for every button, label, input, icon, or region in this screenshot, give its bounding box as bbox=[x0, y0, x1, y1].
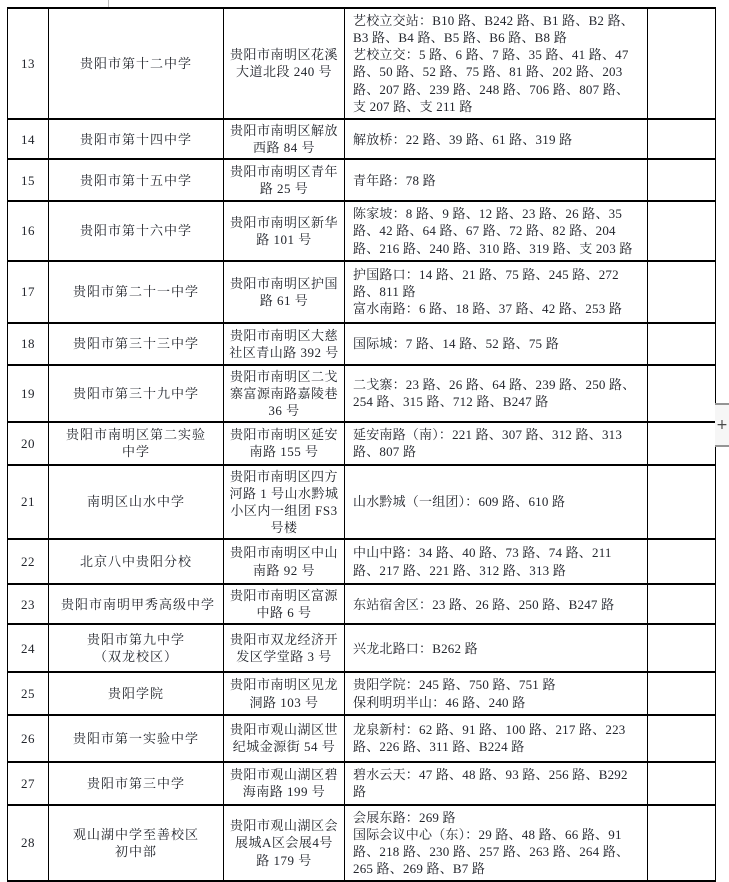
table-row bbox=[8, 672, 716, 714]
bus-routes-cell bbox=[345, 323, 648, 365]
bus-routes-cell bbox=[345, 201, 648, 260]
school-address-cell: 贵阳市南明区二戈寨富源南路嘉陵巷 36 号 bbox=[224, 365, 345, 422]
route-group: 青年路：78 路 bbox=[353, 172, 436, 188]
table-row bbox=[8, 422, 716, 464]
school-address-cell: 贵阳市南明区花溪大道北段 240 号 bbox=[224, 8, 345, 119]
plus-icon: + bbox=[716, 417, 728, 433]
route-group: 中山中路：34 路、40 路、73 路、74 路、211 路、217 路、221 路、312 路、313 路 bbox=[353, 545, 612, 578]
school-address-cell: 贵阳市南明区解放西路 84 号 bbox=[224, 119, 345, 159]
row-number-cell: 26 bbox=[8, 715, 49, 762]
school-name-cell bbox=[49, 323, 224, 365]
route-group: 会展东路：269 路 bbox=[353, 809, 456, 825]
table-row bbox=[8, 8, 716, 119]
route-group: 富水南路：6 路、18 路、37 路、42 路、253 路 bbox=[353, 301, 623, 317]
bus-routes-cell bbox=[345, 465, 648, 540]
school-name-line: （双龙校区） bbox=[93, 649, 178, 665]
school-name-cell bbox=[49, 8, 224, 119]
notes-empty-cell bbox=[648, 624, 716, 672]
school-name-line: 中学 bbox=[121, 444, 150, 460]
bus-routes-cell bbox=[345, 159, 648, 201]
bus-routes-cell bbox=[345, 422, 648, 464]
school-name-line: 贵阳市第一实验中学 bbox=[72, 730, 199, 746]
table-row bbox=[8, 201, 716, 260]
school-address-cell: 贵阳市南明区延安南路 155 号 bbox=[224, 422, 345, 464]
route-group: 兴龙北路口：B262 路 bbox=[353, 640, 478, 656]
row-number-cell: 15 bbox=[8, 159, 49, 201]
bus-routes-cell bbox=[345, 8, 648, 119]
table-row bbox=[8, 323, 716, 365]
school-name-line: 贵阳市第三十三中学 bbox=[72, 336, 199, 352]
notes-empty-cell bbox=[648, 365, 716, 422]
row-number-cell: 24 bbox=[8, 624, 49, 672]
route-group: 保利明玥半山：46 路、240 路 bbox=[353, 694, 526, 710]
school-address-cell: 贵阳市南明区护国路 61 号 bbox=[224, 261, 345, 323]
row-number-cell: 21 bbox=[8, 465, 49, 540]
school-address-cell: 贵阳市南明区富源中路 6 号 bbox=[224, 584, 345, 624]
table-row bbox=[8, 261, 716, 323]
row-number-cell: 22 bbox=[8, 539, 49, 584]
notes-empty-cell bbox=[648, 715, 716, 762]
school-name-line: 贵阳市南明甲秀高级中学 bbox=[61, 596, 216, 612]
school-address-cell: 贵阳市南明区青年路 25 号 bbox=[224, 159, 345, 201]
bus-routes-cell bbox=[345, 365, 648, 422]
school-name-cell bbox=[49, 624, 224, 672]
school-name-cell bbox=[49, 201, 224, 260]
route-group: 国际会议中心（东）：29 路、48 路、66 路、91 路、218 路、230 路、257 路、263 路、264 路、265 路、269 路、B7 路 bbox=[353, 826, 630, 877]
bus-routes-cell bbox=[345, 805, 648, 882]
school-name-line: 观山湖中学至善校区 bbox=[72, 826, 199, 842]
school-name-cell bbox=[49, 762, 224, 805]
school-name-cell bbox=[49, 365, 224, 422]
school-name-line: 贵阳市第九中学 bbox=[86, 632, 185, 648]
expand-button[interactable] bbox=[715, 403, 729, 447]
school-name-cell bbox=[49, 584, 224, 624]
school-address-cell: 贵阳市南明区中山南路 92 号 bbox=[224, 539, 345, 584]
row-number-cell: 18 bbox=[8, 323, 49, 365]
route-group: 贵阳学院：245 路、750 路、751 路 bbox=[353, 677, 556, 693]
school-address-cell: 贵阳市南明区新华路 101 号 bbox=[224, 201, 345, 260]
notes-empty-cell bbox=[648, 805, 716, 882]
table-row bbox=[8, 762, 716, 805]
bus-routes-cell bbox=[345, 119, 648, 159]
school-name-line: 初中部 bbox=[114, 844, 157, 860]
school-name-cell bbox=[49, 672, 224, 714]
table-row bbox=[8, 119, 716, 159]
school-address-cell: 贵阳市观山湖区会展城A区会展4号路 179 号 bbox=[224, 805, 345, 882]
school-address-cell: 贵阳市观山湖区碧海南路 199 号 bbox=[224, 762, 345, 805]
school-name-line: 南明区山水中学 bbox=[86, 494, 185, 510]
row-number-cell: 17 bbox=[8, 261, 49, 323]
school-name-cell bbox=[49, 715, 224, 762]
table-row bbox=[8, 624, 716, 672]
school-name-line: 贵阳市第三十九中学 bbox=[72, 385, 199, 401]
route-group: 护国路口：14 路、21 路、75 路、245 路、272 路、811 路 bbox=[353, 266, 619, 300]
row-number-cell: 14 bbox=[8, 119, 49, 159]
bus-routes-cell bbox=[345, 584, 648, 624]
bus-routes-cell bbox=[345, 762, 648, 805]
school-name-line: 北京八中贵阳分校 bbox=[79, 554, 192, 570]
school-name-cell bbox=[49, 422, 224, 464]
table-row bbox=[8, 465, 716, 540]
bus-routes-cell bbox=[345, 672, 648, 714]
school-address-cell: 贵阳市双龙经济开发区学堂路 3 号 bbox=[224, 624, 345, 672]
school-name-line: 贵阳市第十二中学 bbox=[79, 55, 192, 71]
school-name-cell bbox=[49, 465, 224, 540]
route-group: 东站宿舍区：23 路、26 路、250 路、B247 路 bbox=[353, 596, 615, 612]
school-bus-routes-table bbox=[7, 7, 716, 882]
school-name-cell bbox=[49, 805, 224, 882]
row-number-cell: 20 bbox=[8, 422, 49, 464]
table-row bbox=[8, 539, 716, 584]
table-body bbox=[8, 8, 716, 881]
notes-empty-cell bbox=[648, 422, 716, 464]
route-group: 山水黔城（一组团）：609 路、610 路 bbox=[353, 494, 566, 510]
row-number-cell: 27 bbox=[8, 762, 49, 805]
school-name-line: 贵阳市第十四中学 bbox=[79, 131, 192, 147]
route-group: 二戈寨：23 路、26 路、64 路、239 路、250 路、254 路、315 路、712 路、B247 路 bbox=[353, 377, 636, 410]
school-name-line: 贵阳市第三中学 bbox=[86, 775, 185, 791]
row-number-cell: 25 bbox=[8, 672, 49, 714]
notes-empty-cell bbox=[648, 8, 716, 119]
table-row bbox=[8, 365, 716, 422]
school-name-line: 贵阳市第二十一中学 bbox=[72, 284, 199, 300]
route-group: 解放桥：22 路、39 路、61 路、319 路 bbox=[353, 131, 573, 147]
notes-empty-cell bbox=[648, 539, 716, 584]
row-number-cell: 28 bbox=[8, 805, 49, 882]
school-name-cell bbox=[49, 539, 224, 584]
bus-routes-cell bbox=[345, 715, 648, 762]
notes-empty-cell bbox=[648, 762, 716, 805]
table-row bbox=[8, 805, 716, 882]
notes-empty-cell bbox=[648, 159, 716, 201]
route-group: 艺校立交：5 路、6 路、7 路、35 路、41 路、47 路、50 路、52 路、75 路、81 路、202 路、203 路、207 路、239 路、248 路、706 路、807 路、支 207 路、支 211 路 bbox=[353, 47, 630, 114]
route-group: 碧水云天：47 路、48 路、93 路、256 路、B292 路 bbox=[353, 767, 628, 800]
notes-empty-cell bbox=[648, 119, 716, 159]
school-name-line: 贵阳学院 bbox=[107, 686, 164, 702]
school-address-cell: 贵阳市南明区四方河路 1 号山水黔城小区内一组团 FS3 号楼 bbox=[224, 465, 345, 540]
school-address-cell: 贵阳市南明区见龙洞路 103 号 bbox=[224, 672, 345, 714]
bus-routes-cell bbox=[345, 539, 648, 584]
row-number-cell: 23 bbox=[8, 584, 49, 624]
page-edge-artifact bbox=[108, 0, 109, 7]
bus-routes-cell bbox=[345, 261, 648, 323]
notes-empty-cell bbox=[648, 323, 716, 365]
school-bus-routes-table-wrap bbox=[7, 7, 716, 882]
notes-empty-cell bbox=[648, 261, 716, 323]
school-name-cell bbox=[49, 119, 224, 159]
notes-empty-cell bbox=[648, 465, 716, 540]
notes-empty-cell bbox=[648, 672, 716, 714]
table-row bbox=[8, 715, 716, 762]
route-group: 国际城：7 路、14 路、52 路、75 路 bbox=[353, 336, 559, 352]
school-name-cell bbox=[49, 261, 224, 323]
notes-empty-cell bbox=[648, 584, 716, 624]
route-group: 陈家坡：8 路、9 路、12 路、23 路、26 路、35 路、42 路、64 路、67 路、72 路、82 路、204 路、216 路、240 路、310 路、319 路、支 203 路 bbox=[353, 206, 633, 256]
route-group: 艺校立交站：B10 路、B242 路、B1 路、B2 路、B3 路、B4 路、B5 路、B6 路、B8 路 bbox=[353, 13, 634, 46]
route-group: 延安南路（南）：221 路、307 路、312 路、313 路、807 路 bbox=[353, 427, 623, 460]
bus-routes-cell bbox=[345, 624, 648, 672]
row-number-cell: 13 bbox=[8, 8, 49, 119]
notes-empty-cell bbox=[648, 201, 716, 260]
row-number-cell: 19 bbox=[8, 365, 49, 422]
school-name-line: 贵阳市第十五中学 bbox=[79, 172, 192, 188]
table-row bbox=[8, 159, 716, 201]
route-group: 龙泉新村：62 路、91 路、100 路、217 路、223 路、226 路、311 路、B224 路 bbox=[353, 722, 626, 755]
school-address-cell: 贵阳市观山湖区世纪城金源街 54 号 bbox=[224, 715, 345, 762]
school-name-cell bbox=[49, 159, 224, 201]
table-row bbox=[8, 584, 716, 624]
school-name-line: 贵阳市第十六中学 bbox=[79, 223, 192, 239]
school-name-line: 贵阳市南明区第二实验 bbox=[65, 427, 206, 443]
school-address-cell: 贵阳市南明区大慈社区青山路 392 号 bbox=[224, 323, 345, 365]
row-number-cell: 16 bbox=[8, 201, 49, 260]
